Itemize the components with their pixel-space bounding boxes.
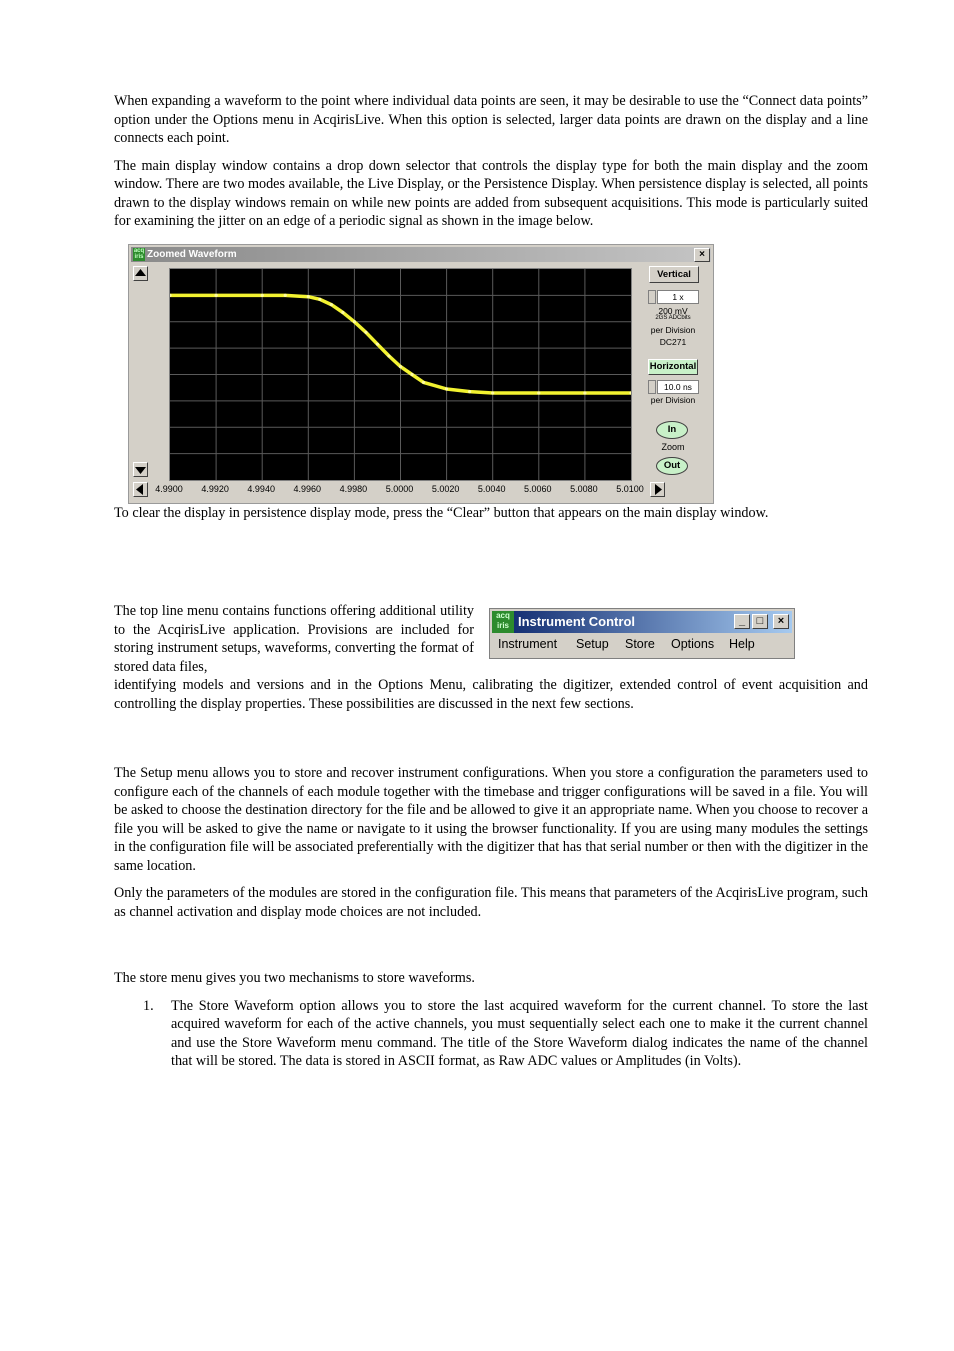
waveform-point (537, 391, 540, 394)
vertical-factor-field[interactable]: 1 x (657, 290, 699, 304)
vertical-sub: 2GS ADCbits (655, 314, 691, 321)
zoom-window-title: Zoomed Waveform (147, 248, 237, 260)
paragraph-clear-display: To clear the display in persistence display mode, press the “Clear” button that appears on the main display window. (114, 504, 769, 521)
paragraph-setup-menu: The Setup menu allows you to store and recover instrument configurations. When you store a configuration the parameters used to configure each of the channels of each module together with the timebase and trigger configurations will be saved in a file. You will be asked to choose the destination directory for the file and be allowed to give it an appropriate name. When you choose to recover a file you will be asked to give the name or navigate to it using the browser functionality. If you are using many modules the settings in the configuration file will be associated preferentially with the digitizer that has that serial number or then with the digitizer in the same location. (114, 765, 868, 874)
horizontal-per-division: per Division (650, 394, 696, 405)
x-tick-label: 4.9920 (201, 483, 229, 494)
zoomed-waveform-window (128, 244, 714, 504)
instrument-control-title: Instrument Control (518, 614, 635, 629)
waveform-point (284, 293, 287, 296)
menu-options[interactable]: Options (671, 637, 715, 651)
paragraph-connect-points: When expanding a waveform to the point where individual data points are seen, it may be desirable to use the “Connect data points” option under the Options menu in AcqirisLive. When this option is selected, larger data points are drawn on the display and a line connects each point. (114, 93, 868, 146)
x-tick-label: 5.0080 (570, 483, 598, 494)
x-tick-label: 5.0040 (477, 483, 506, 494)
instrument-control-window (489, 608, 795, 659)
zoom-in-button[interactable]: In (656, 421, 688, 439)
vertical-per-division: per Division (650, 324, 696, 335)
waveform-plot-svg (170, 269, 631, 480)
acqiris-logo-icon: acq iris (133, 247, 145, 260)
x-tick-label: 5.0000 (385, 483, 414, 494)
zoom-window-titlebar (131, 247, 711, 262)
paragraph-setup-params: Only the parameters of the modules are stored in the configuration file. This means that parameters of the AcqirisLive program, such as channel activation and display mode choices are not included. (114, 885, 868, 920)
paragraph-top-menu-2: identifying models and versions and in the Options Menu, calibrating the digitizer, extended control of event acquisition and controlling the display properties. These possibilities are discussed in the next few sections. (114, 677, 868, 712)
spinner-arrows-icon[interactable] (648, 290, 656, 304)
waveform-point (307, 295, 310, 298)
waveform-point (410, 372, 413, 375)
x-tick-label: 4.9940 (247, 483, 275, 494)
close-icon[interactable]: × (694, 248, 710, 262)
spinner-arrows-icon[interactable] (648, 380, 656, 394)
store-options-list (114, 997, 868, 1071)
x-tick-label: 5.0060 (524, 483, 552, 494)
waveform-point (261, 293, 264, 296)
scale-control-panel (647, 263, 709, 493)
waveform-plot[interactable] (169, 268, 632, 481)
arrow-down-icon (134, 463, 147, 476)
arrow-left-icon (134, 483, 147, 496)
minimize-icon[interactable]: _ (734, 614, 750, 629)
vertical-button[interactable]: Vertical (649, 266, 699, 283)
vertical-coupling: DC271 (659, 336, 687, 347)
waveform-point (583, 391, 586, 394)
scroll-left-button[interactable] (133, 482, 148, 497)
vertical-scale: 200 mV (658, 305, 688, 316)
paragraph-store-menu: The store menu gives you two mechanisms to store waveforms. (114, 970, 475, 986)
menu-help[interactable]: Help (729, 637, 755, 651)
arrow-up-icon (134, 267, 147, 280)
document-page (114, 92, 868, 1071)
list-item (114, 997, 868, 1071)
waveform-point (376, 342, 379, 345)
paragraph-top-menu-1: The top line menu contains functions offering additional utility to the AcqirisLive application. Provisions are included for storing instrument setups, waveforms, converting the format of stored data files, (114, 603, 474, 675)
list-item-text: The Store Waveform option allows you to store the last acquired waveform for the current channel. To store the last acquired waveform for each of the active channels, you must sequentially select each one to make it the current channel and use the Store Waveform menu command. The title of the Store Waveform dialog indicates the name of the channel that will be stored. The data is stored in ASCII format, as Raw ADC values or Amplitudes (in Volts). (171, 997, 868, 1069)
paragraph-display-modes: The main display window contains a drop down selector that controls the display type for both the main display and the zoom window. There are two modes available, the Live Display, or the Persistence Display. When persistence display is selected, all points drawn to the display windows remain on while new points are added from subsequent acquisitions. This mode is particularly suited for examining the jitter on an edge of a periodic signal as shown in the image below. (114, 157, 868, 229)
zoom-out-button[interactable]: Out (656, 457, 688, 475)
close-icon[interactable]: × (773, 614, 789, 629)
waveform-point (341, 310, 344, 313)
waveform-point (468, 390, 471, 393)
x-tick-label: 4.9960 (293, 483, 322, 494)
waveform-point (353, 320, 356, 323)
x-axis-ticks (149, 481, 649, 499)
scroll-down-button[interactable] (133, 462, 148, 477)
menu-bar (492, 635, 792, 655)
waveform-point (445, 387, 448, 390)
scroll-up-button[interactable] (133, 266, 148, 281)
instrument-control-section (114, 602, 868, 676)
horizontal-scale-field[interactable]: 10.0 ns (657, 380, 699, 394)
waveform-point (215, 293, 218, 296)
horizontal-scale-spinner[interactable] (648, 380, 698, 394)
zoom-label: Zoom (661, 441, 685, 452)
list-item-number: 1. (143, 997, 154, 1014)
waveform-point (364, 330, 367, 333)
x-tick-label: 5.0020 (431, 483, 460, 494)
x-tick-label: 4.9980 (339, 483, 368, 494)
waveform-point (387, 354, 390, 357)
menu-instrument[interactable]: Instrument (498, 637, 558, 651)
waveform-point (330, 303, 333, 306)
acqiris-logo-icon: acq iris (492, 611, 514, 633)
waveform-point (399, 364, 402, 367)
maximize-icon[interactable]: □ (752, 614, 768, 629)
waveform-point (318, 297, 321, 300)
instrument-control-titlebar (492, 611, 792, 633)
menu-setup[interactable]: Setup (576, 637, 609, 651)
vertical-factor-spinner[interactable] (648, 290, 698, 304)
menu-store[interactable]: Store (625, 637, 655, 651)
x-tick-label: 5.0100 (616, 483, 644, 494)
horizontal-button[interactable]: Horizontal (648, 359, 698, 375)
waveform-point (491, 391, 494, 394)
x-tick-label: 4.9900 (155, 483, 183, 494)
waveform-point (422, 380, 425, 383)
